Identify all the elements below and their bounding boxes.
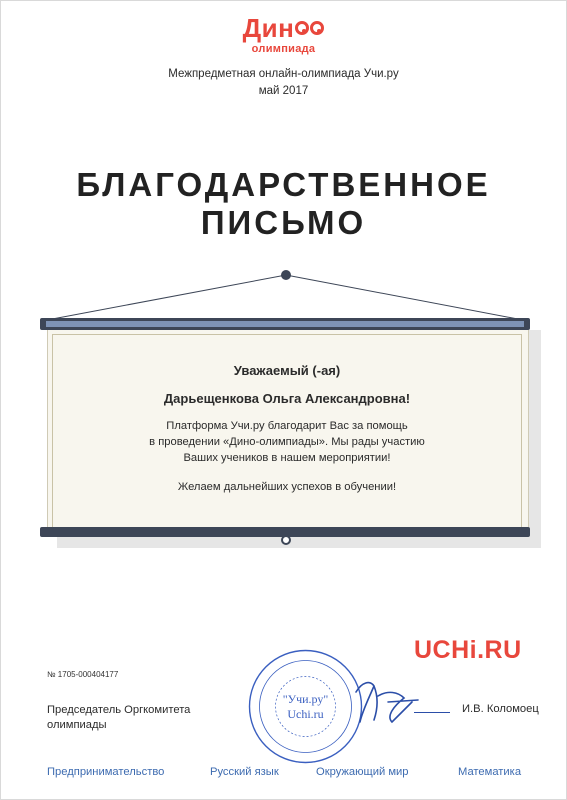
letter-body-line: Платформа Учи.ру благодарит Вас за помощь xyxy=(166,420,408,432)
letter-recipient: Дарьещенкова Ольга Александровна! xyxy=(163,391,411,406)
logo-main-text: Дин xyxy=(242,13,295,43)
document-number: № 1705-000404177 xyxy=(47,670,119,679)
document-title-line-2: ПИСЬМО xyxy=(200,204,367,241)
stamp-seal-icon xyxy=(247,648,364,765)
olympiad-name: Межпредметная онлайн-олимпиада Учи.ру xyxy=(168,68,399,80)
signature-line xyxy=(414,712,450,713)
olympiad-date: май 2017 xyxy=(258,85,309,97)
footer-subject[interactable]: Предпринимательство xyxy=(47,766,165,778)
stamp-text-2: Uchi.ru xyxy=(287,707,324,721)
letter-greeting: Уважаемый (-ая) xyxy=(233,363,341,378)
signer-role: Председатель Оргкомитета олимпиады xyxy=(47,704,191,731)
footer-subject[interactable]: Русский язык xyxy=(210,766,279,778)
footer-subject[interactable]: Окружающий мир xyxy=(316,766,409,778)
board-top-bar-inner xyxy=(46,321,524,327)
uchi-ru-logo: UCHi.RU xyxy=(414,636,522,664)
stamp-text-1: "Учи.ру" xyxy=(282,692,329,706)
screen-hook-icon xyxy=(281,270,291,280)
letter-body-line: в проведении «Дино-олимпиады». Мы рады участию xyxy=(149,436,425,448)
handwritten-signature xyxy=(348,672,422,728)
letter-wish: Желаем дальнейших успехов в обучении! xyxy=(177,481,397,493)
board-knob-icon xyxy=(281,535,291,545)
logo-subtitle: олимпиада xyxy=(251,43,316,55)
document-title-line-1: БЛАГОДАРСТВЕННОЕ xyxy=(76,166,491,203)
footer-subject[interactable]: Математика xyxy=(458,766,522,778)
signer-name: И.В. Коломоец xyxy=(462,703,539,715)
letter-body-line: Ваших учеников в нашем мероприятии! xyxy=(183,452,391,464)
